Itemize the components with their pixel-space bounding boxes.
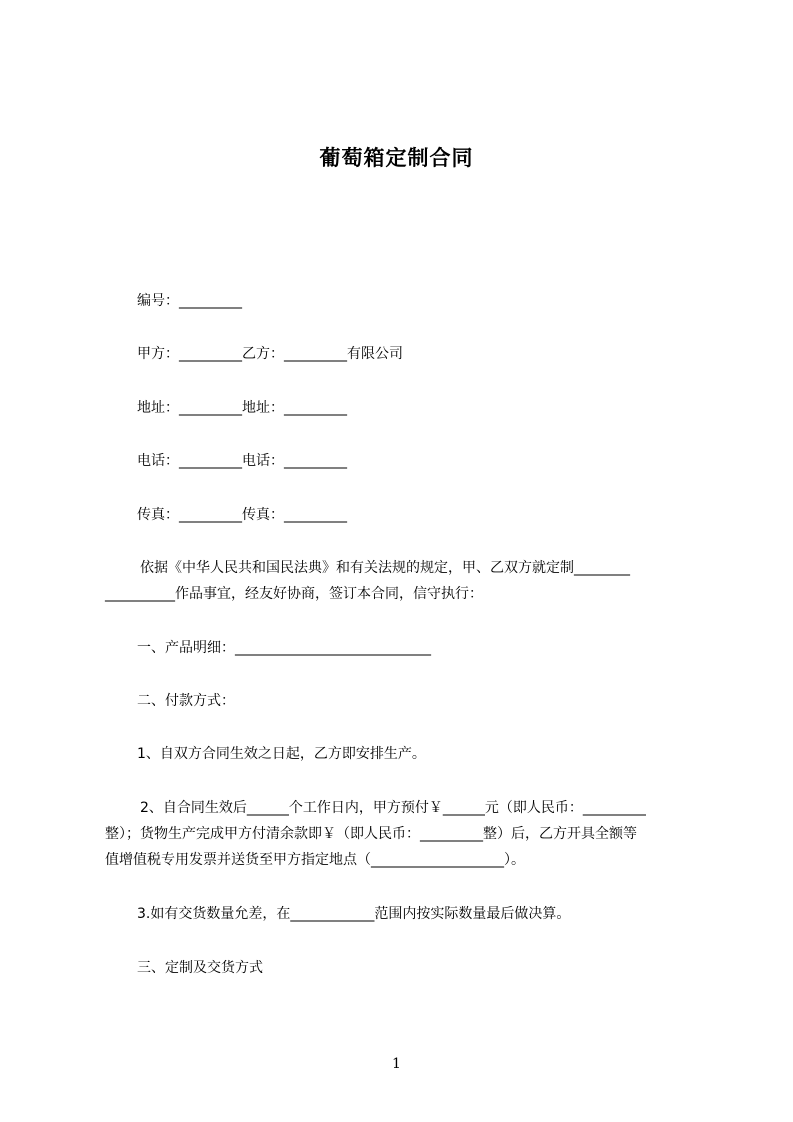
payment-clause-2-line-1: 2、自合同生效后______个工作日内，甲方预付￥______元（即人民币：_________: [140, 800, 646, 816]
document-title: 葡萄箱定制合同: [319, 146, 474, 170]
preamble-line-2: __________作品事宜，经友好协商，签订本合同，信守执行：: [105, 586, 483, 602]
payment-clause-3: 3.如有交货数量允差，在____________范围内按实际数量最后做决算。: [137, 906, 571, 922]
section-3-heading: 三、定制及交货方式: [137, 960, 263, 976]
page-number: 1: [392, 1056, 401, 1072]
payment-clause-2-line-2: 整）；货物生产完成甲方付清余款即￥（即人民币：_________整）后，乙方开具全额等: [105, 826, 637, 842]
preamble-line-1: 依据《中华人民共和国民法典》和有关法规的规定，甲、乙双方就定制________: [140, 560, 630, 576]
address-line: 地址：_________地址：_________: [137, 400, 347, 416]
section-2-heading: 二、付款方式：: [137, 693, 235, 709]
phone-line: 电话：_________电话：_________: [137, 453, 347, 469]
payment-clause-1: 1、自双方合同生效之日起，乙方即安排生产。: [137, 746, 426, 762]
payment-clause-2-line-3: 值增值税专用发票并送货至甲方指定地点（___________________）。: [105, 852, 525, 868]
parties-line: 甲方：_________乙方：_________有限公司: [137, 346, 403, 362]
contract-number-line: 编号：_________: [137, 293, 242, 309]
fax-line: 传真：_________传真：_________: [137, 507, 347, 523]
section-1-heading: 一、产品明细：____________________________: [137, 640, 431, 656]
